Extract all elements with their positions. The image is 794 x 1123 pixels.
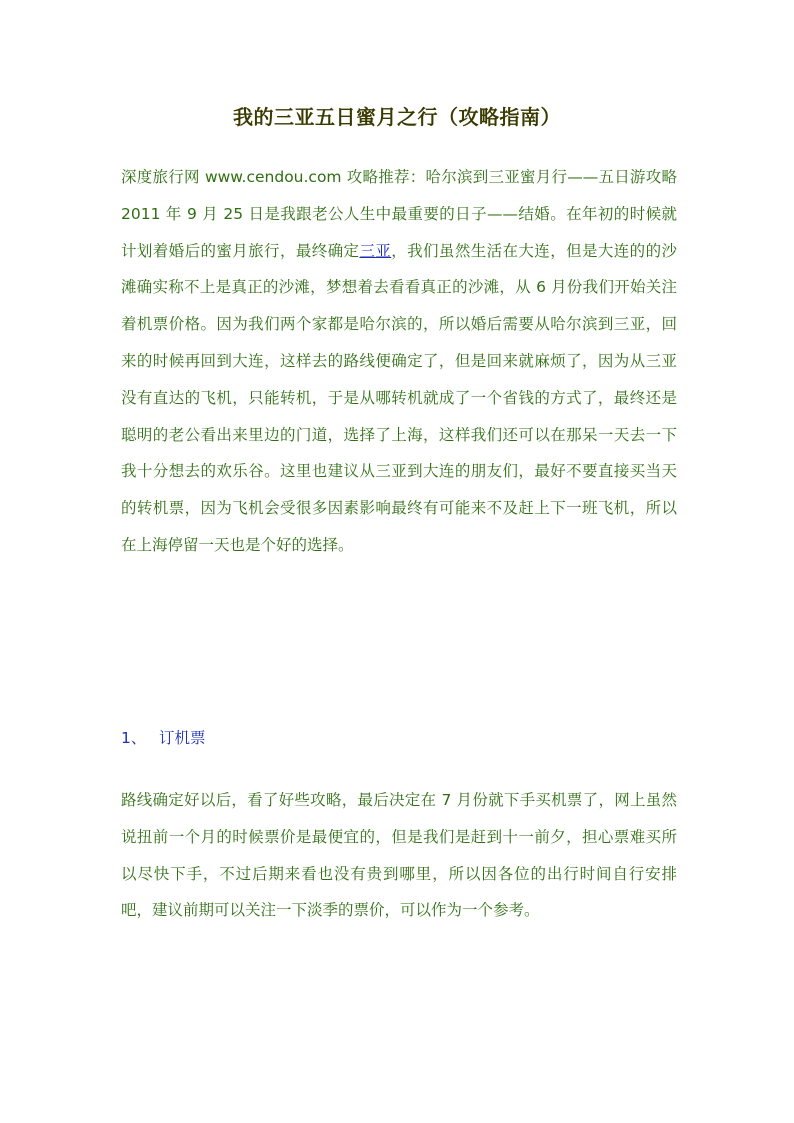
sanya-link[interactable]: 三亚 xyxy=(359,241,392,260)
section-title: 订机票 xyxy=(159,729,206,747)
intro-paragraph xyxy=(121,159,677,564)
intro-text-end: ，我们虽然生活在大连，但是大连的的沙滩确实称不上是真正的沙滩，梦想着去看看真正的沙滩，从 6 月份我们开始关注着机票价格。因为我们两个家都是哈尔滨的，所以婚后需要从哈尔滨到三亚，回来的时候再回到大连，这样去的路线便确定了，但是回来就麻烦了，因为从三亚没有直达的飞机，只能转机，于是从哪转机就成了一个省钱的方式了，最终还是聪明的老公看出来里边的门道，选择了上海，这样我们还可以在那呆一天去一下我十分想去的欢乐谷。这里也建议从三亚到大连的朋友们，最好不要直接买当天的转机票，因为飞机会受很多因素影响最终有可能来不及赶上下一班飞机，所以在上海停留一天也是个好的选择。 xyxy=(121,241,677,554)
section-number: 1、 xyxy=(121,729,147,747)
intro-text-start: 深度旅行网 www.cendou.com 攻略推荐：哈尔滨到三亚蜜月行——五日游攻略 2011 年 9 月 25 日是我跟老公人生中最重要的日子——结婚。在年初的时候就计划着婚后的蜜月旅行，最终确定 xyxy=(121,168,677,260)
section-heading-book-tickets xyxy=(121,724,206,752)
document-title: 我的三亚五日蜜月之行（攻略指南） xyxy=(233,105,561,129)
tickets-paragraph: 路线确定好以后，看了好些攻略，最后决定在 7 月份就下手买机票了，网上虽然说扭前一个月的时候票价是最便宜的，但是我们是赶到十一前夕，担心票难买所以尽快下手，不过后期来看也没有贵到哪里，所以因各位的出行时间自行安排吧，建议前期可以关注一下淡季的票价，可以作为一个参考。 xyxy=(121,791,677,920)
